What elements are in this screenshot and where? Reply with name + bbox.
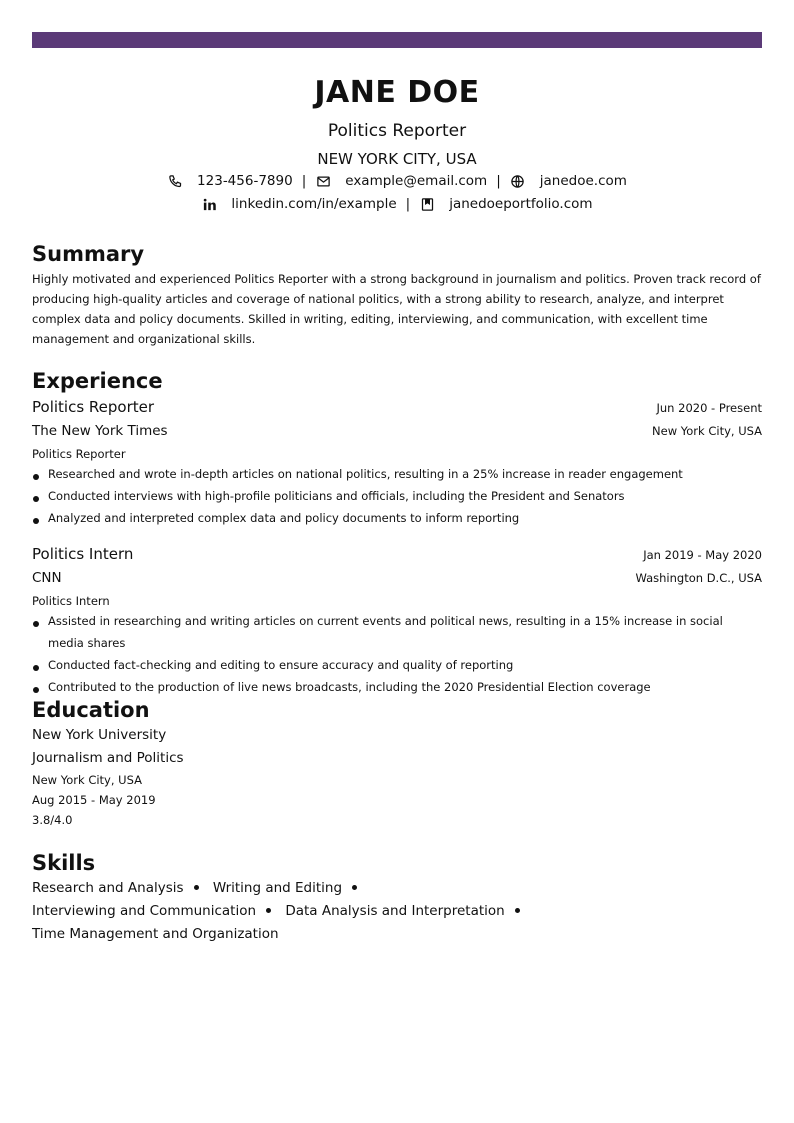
summary-text: Highly motivated and experienced Politics Reporter with a strong background in journalism and politics. Proven track record of producing high-quality articles and coverage of national politics, with a strong ability to research, analyze, and interpret complex data and policy documents. Skilled in writing, editing, interviewing, and communication, with excellent time management and organizational skills. [32,272,761,346]
job-bullets [32,610,762,698]
candidate-name: JANE DOE [314,75,480,110]
phone-number[interactable]: 123-456-7890 [197,173,293,189]
job-role: Politics Reporter [32,447,126,461]
skill-item: Writing and Editing [213,880,367,896]
skills-heading: Skills [32,851,96,875]
skill-item: Interviewing and Communication [32,903,281,919]
education-degree: Journalism and Politics [32,750,184,766]
skills-list [32,877,592,946]
contact-separator: | [496,173,501,189]
job-title: Politics Reporter [32,398,155,416]
job-company: The New York Times [32,423,168,439]
education-gpa: 3.8/4.0 [32,813,73,827]
contact-separator: | [301,173,307,189]
portfolio-icon [419,196,435,212]
skill-item: Research and Analysis [32,880,209,896]
job-bullets [32,463,762,529]
contact-separator: | [405,196,411,212]
job-title: Politics Intern [32,545,134,563]
website-link[interactable]: janedoe.com [539,173,627,189]
education-school: New York University [32,727,167,743]
mail-icon [315,173,331,189]
job-header [32,398,762,416]
job-dates: Jun 2020 - Present [656,401,762,415]
job-role: Politics Intern [32,594,110,608]
education-location: New York City, USA [32,773,142,787]
resume-header [32,74,762,214]
list-item: Assisted in researching and writing articles on current events and political news, resulting in a 15% increase in social media shares [32,610,762,654]
list-item: Contributed to the production of live news broadcasts, including the 2020 Presidential Election coverage [32,676,762,698]
email-link[interactable]: example@email.com [345,173,488,189]
phone-icon [167,173,183,189]
globe-icon [510,173,526,189]
list-item: Conducted interviews with high-profile politicians and officials, including the President and Senators [32,485,762,507]
job-location: New York City, USA [652,424,762,438]
summary-heading: Summary [32,242,145,266]
skill-item: Data Analysis and Interpretation [285,903,529,919]
job-dates: Jan 2019 - May 2020 [643,548,762,562]
experience-heading: Experience [32,369,163,393]
job-location: Washington D.C., USA [635,571,762,585]
portfolio-link[interactable]: janedoeportfolio.com [449,196,593,212]
education-dates: Aug 2015 - May 2019 [32,793,156,807]
job-company: CNN [32,570,62,586]
linkedin-link[interactable]: linkedin.com/in/example [231,196,397,212]
contact-row-1 [32,171,762,191]
education-heading: Education [32,698,150,722]
list-item: Researched and wrote in-depth articles on national politics, resulting in a 25% increase in reader engagement [32,463,762,485]
job-header [32,545,762,563]
candidate-title: Politics Reporter [327,121,467,141]
candidate-location: NEW YORK CITY, USA [317,150,477,168]
list-item: Analyzed and interpreted complex data and policy documents to inform reporting [32,507,762,529]
job-company-row [32,570,762,586]
linkedin-icon [201,196,217,212]
job-company-row [32,423,762,439]
list-item: Conducted fact-checking and editing to ensure accuracy and quality of reporting [32,654,762,676]
skill-item: Time Management and Organization [32,926,279,942]
accent-bar [32,32,762,48]
contact-row-2 [32,194,762,214]
